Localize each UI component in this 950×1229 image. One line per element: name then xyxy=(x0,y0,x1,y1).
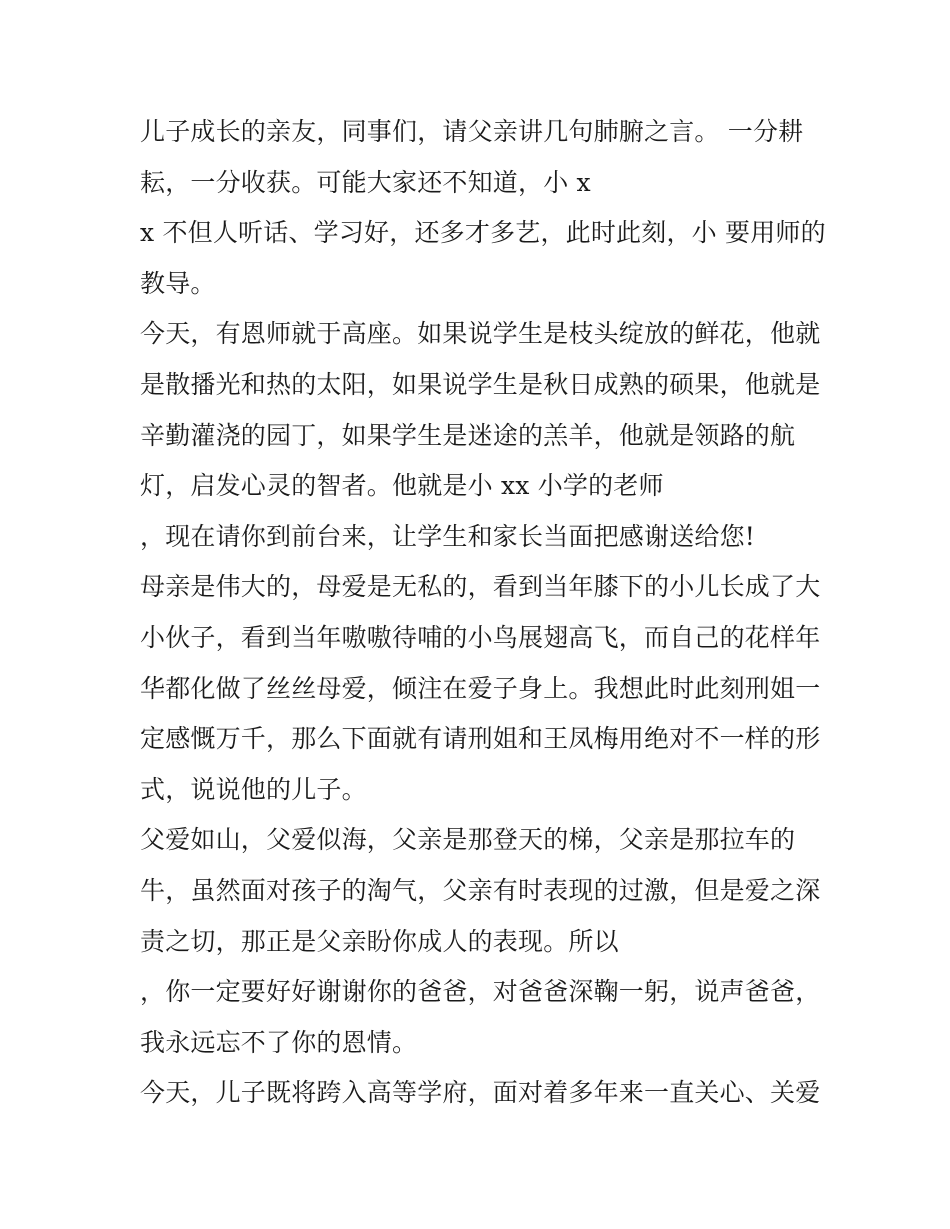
text-line: 儿子成长的亲友，同事们，请父亲讲几句肺腑之言。 一分耕 xyxy=(140,117,804,146)
text-line: ，现在请你到前台来，让学生和家长当面把感谢送给您! xyxy=(140,521,756,551)
text-line: 是散播光和热的太阳，如果说学生是秋日成熟的硕果，他就是 xyxy=(140,369,821,399)
text-line: 华都化做了丝丝母爱，倾注在爱子身上。我想此时此刻刑姐一 xyxy=(140,673,821,703)
text-line: 今天，儿子既将跨入高等学府，面对着多年来一直关心、关爱 xyxy=(140,1078,821,1108)
text-line: 式，说说他的儿子。 xyxy=(140,774,367,804)
text-line: ，你一定要好好谢谢你的爸爸，对爸爸深鞠一躬，说声爸爸， xyxy=(140,977,821,1007)
text-line: 今天，有恩师就于高座。如果说学生是枝头绽放的鲜花，他就 xyxy=(140,319,821,349)
text-line: 我永远忘不了你的恩情。 xyxy=(140,1027,418,1057)
text-line: 耘，一分收获。可能大家还不知道，小 x xyxy=(140,167,591,197)
text-line: 辛勤灌浇的园丁，如果学生是迷途的羔羊，他就是领路的航 xyxy=(140,420,796,450)
text-line: 小伙子，看到当年嗷嗷待哺的小鸟展翅高飞，而自己的花样年 xyxy=(140,622,821,652)
text-line: 教导。 xyxy=(140,268,216,298)
text-line: 责之切，那正是父亲盼你成人的表现。所以 xyxy=(140,926,619,956)
text-line: 灯，启发心灵的智者。他就是小 xx 小学的老师 xyxy=(140,471,664,501)
text-line: 定感慨万千，那么下面就有请刑姐和王凤梅用绝对不一样的形 xyxy=(140,724,821,754)
body-text xyxy=(140,107,830,1119)
text-line: x 不但人听话、学习好，还多才多艺，此时此刻，小 要用师的 xyxy=(140,218,826,248)
text-line: 母亲是伟大的，母爱是无私的，看到当年膝下的小儿长成了大 xyxy=(140,572,821,602)
text-line: 父爱如山，父爱似海，父亲是那登天的梯，父亲是那拉车的 xyxy=(140,825,796,855)
text-line: 牛，虽然面对孩子的淘气，父亲有时表现的过激，但是爱之深 xyxy=(140,875,821,905)
